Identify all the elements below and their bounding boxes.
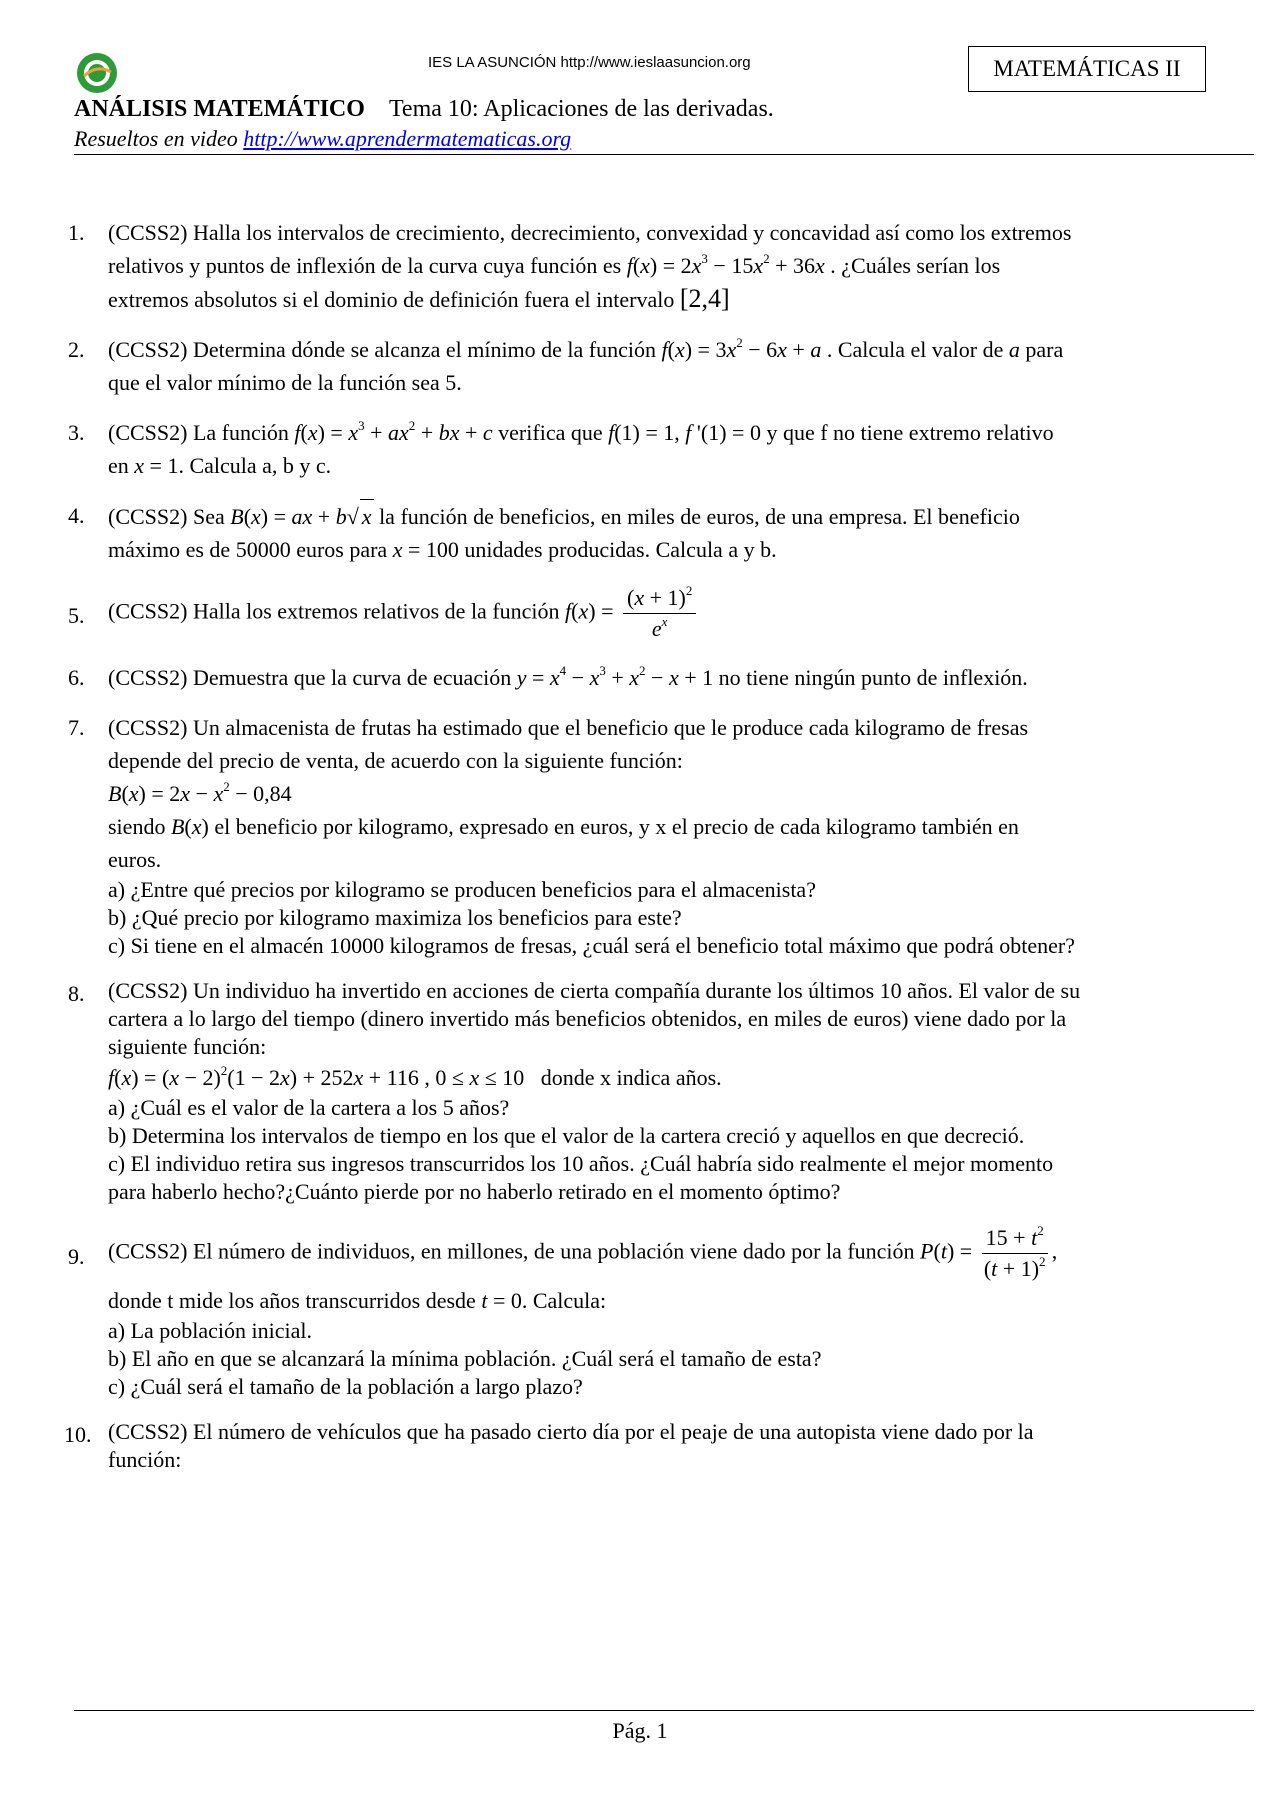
- school-name: IES LA ASUNCIÓN http://www.ieslaasuncion.org: [428, 54, 751, 71]
- problem-4: 4. (CCSS2) Sea B(x) = ax + b√ x la función de beneficios, en miles de euros, de una empresa. El beneficio máximo es de 50000 euros para x = 100 unidades producidas. Calcula a y b.: [68, 499, 1258, 566]
- formula: f: [108, 1065, 115, 1090]
- problem-text: máximo es de 50000 euros para: [108, 537, 388, 562]
- problem-text: (CCSS2) Sea: [108, 504, 225, 529]
- problem-text: verifica que: [498, 420, 603, 445]
- problem-8: 8. (CCSS2) Un individuo ha invertido en acciones de cierta compañía durante los últimos 10 años. El valor de su cartera a lo largo del tiempo (dinero invertido más beneficios obtenidos, en miles de euros) viene dado por la siguiente función: $f(x) = (x - 2)^2(1 - 2x) + 252x + 116$ , 0 ≤ x ≤ 10 donde x indica años. a) ¿Cuál es el valor de la cartera a los 5 años? b) Determina los intervalos de tiempo en los que el valor de la cartera creció y aquellos en que decreció. c) El individuo retira sus ingresos transcurridos los 10 años. ¿Cuál habría sido realmente el mejor momento para haberlo hecho?¿Cuánto pierde por no haberlo retirado en el momento óptimo?: [68, 977, 1258, 1206]
- fraction: $\frac{15 + t^2}{(t + 1)^2}$: [982, 1223, 1048, 1284]
- variable: a: [1008, 337, 1020, 362]
- problem-text: en: [108, 453, 129, 478]
- video-line: [74, 126, 571, 152]
- problem-number: 3.: [68, 420, 85, 445]
- problem-text: y que f no tiene extremo relativo: [766, 420, 1054, 445]
- problem-text: (CCSS2) La función: [108, 420, 289, 445]
- problem-text: unidades producidas. Calcula a y b.: [464, 537, 777, 562]
- problem-text: . ¿Cuáles serían los: [830, 253, 1001, 278]
- problem-number: 7.: [68, 715, 85, 740]
- subject-label: MATEMÁTICAS II: [968, 46, 1206, 92]
- question-c: c) ¿Cuál será el tamaño de la población a largo plazo?: [108, 1374, 583, 1399]
- question-a: a) La población inicial.: [108, 1318, 313, 1343]
- problem-number: 8.: [68, 981, 85, 1006]
- fraction: $\frac{(x + 1)^2}{e^x}$: [623, 583, 696, 644]
- problem-number: 9.: [68, 1244, 85, 1269]
- problem-text: extremos absolutos si el dominio de definición fuera el intervalo: [108, 287, 675, 312]
- problem-9: 9. (CCSS2) El número de individuos, en millones, de una población viene dado por la función P(t) = $\frac{15 + t^2}{(t + 1)^2}$ , donde t mide los años transcurridos desde t = 0. Calcula: a) La población inicial. b) El año en que se alcanzará la mínima población. ¿Cuál será el tamaño de esta? c) ¿Cuál será el tamaño de la población a largo plazo?: [68, 1223, 1258, 1401]
- question-c-cont: para haberlo hecho?¿Cuánto pierde por no haberlo retirado en el momento óptimo?: [108, 1179, 841, 1204]
- problem-text: (CCSS2) Demuestra que la curva de ecuación: [108, 665, 512, 690]
- formula: $B(x) = 2x - x^2 - 0,84$: [108, 779, 292, 806]
- problem-text: para: [1025, 337, 1064, 362]
- problem-text: (CCSS2) Halla los intervalos de crecimiento, decrecimiento, convexidad y concavidad así como los extremos: [108, 220, 1072, 245]
- page-title: [74, 96, 774, 123]
- problem-text: . Calcula a, b y c.: [178, 453, 332, 478]
- problem-text: siendo: [108, 814, 166, 839]
- topic-title: Tema 10: Aplicaciones de las derivadas.: [388, 96, 774, 122]
- problem-text: (CCSS2) Un almacenista de frutas ha estimado que el beneficio que le produce cada kilogramo de fresas: [108, 715, 1029, 740]
- problem-text: (CCSS2) Un individuo ha invertido en acciones de cierta compañía durante los últimos 10 años. El valor de su: [108, 978, 1081, 1003]
- page-number: Pág. 1: [612, 1718, 668, 1743]
- problem-list: [64, 216, 1258, 1491]
- video-label: Resueltos en video: [74, 126, 238, 151]
- problem-number: 5.: [68, 603, 85, 628]
- school-logo-icon: [74, 50, 120, 96]
- problem-6: 6. (CCSS2) Demuestra que la curva de ecuación $y = x^4 - x^3 + x^2 - x + 1$ no tiene ningún punto de inflexión.: [68, 661, 1258, 694]
- header-divider: [74, 154, 1254, 155]
- problem-text: (CCSS2) El número de individuos, en millones, de una población viene dado por la función: [108, 1238, 915, 1264]
- question-b: b) El año en que se alcanzará la mínima población. ¿Cuál será el tamaño de esta?: [108, 1346, 822, 1371]
- problem-text: que el valor mínimo de la función sea 5.: [108, 370, 462, 395]
- problem-text: función:: [108, 1447, 182, 1472]
- question-c: c) Si tiene en el almacén 10000 kilogramos de fresas, ¿cuál será el beneficio total máximo que podrá obtener?: [108, 933, 1076, 958]
- problem-number: 1.: [68, 220, 85, 245]
- problem-text: no tiene ningún punto de inflexión.: [718, 665, 1028, 690]
- problem-number: 6.: [68, 665, 85, 690]
- problem-text: (CCSS2) El número de vehículos que ha pasado cierto día por el peaje de una autopista viene dado por la: [108, 1419, 1034, 1444]
- question-c: c) El individuo retira sus ingresos transcurridos los 10 años. ¿Cuál habría sido realmente el mejor momento: [108, 1151, 1054, 1176]
- footer-divider: [74, 1710, 1254, 1711]
- problem-number: 4.: [68, 503, 85, 528]
- section-title: ANÁLISIS MATEMÁTICO: [74, 96, 365, 122]
- problem-text: el beneficio por kilogramo, expresado en euros, y x el precio de cada kilogramo también en: [214, 814, 1019, 839]
- problem-10: [64, 1418, 1258, 1474]
- problem-3: 3. (CCSS2) La función $f(x) = x^3 + ax^2$ + bx + c verifica que f(1) = 1, f '(1) = 0 y que f no tiene extremo relativo en x = 1. Calcula a, b y c.: [68, 418, 1054, 478]
- video-link[interactable]: http://www.aprendermatematicas.org: [243, 126, 572, 151]
- problem-text: cartera a lo largo del tiempo (dinero invertido más beneficios obtenidos, en miles de euros) viene dado por la: [108, 1006, 1067, 1031]
- problem-1: 1. (CCSS2) Halla los intervalos de crecimiento, decrecimiento, convexidad y concavidad así como los extremos relativos y puntos de inflexión de la curva cuya función es $f(x) = 2x^3 - 15x^2 + 36x$ . ¿Cuáles serían los extremos absolutos si el dominio de definición fuera el intervalo [2,4]: [68, 216, 1258, 316]
- problem-5: 5. (CCSS2) Halla los extremos relativos de la función f(x) = $\frac{(x + 1)^2}{e^x}$: [68, 583, 1258, 644]
- problem-text: (CCSS2) Halla los extremos relativos de la función: [108, 598, 560, 624]
- problem-text: (CCSS2) Determina dónde se alcanza el mínimo de la función: [108, 337, 657, 362]
- problem-text: la función de beneficios, en miles de euros, de una empresa. El beneficio: [379, 504, 1020, 529]
- problem-text: donde x indica años.: [540, 1065, 722, 1090]
- formula: f: [626, 253, 633, 278]
- question-b: b) ¿Qué precio por kilogramo maximiza los beneficios para este?: [108, 905, 682, 930]
- problem-number: 2.: [68, 337, 85, 362]
- question-a: a) ¿Entre qué precios por kilogramo se producen beneficios para el almacenista?: [108, 877, 816, 902]
- problem-text: siguiente función:: [108, 1034, 267, 1059]
- problem-text: relativos y puntos de inflexión de la curva cuya función es: [108, 253, 622, 278]
- problem-text: . Calcula el valor de: [826, 337, 1004, 362]
- question-a: a) ¿Cuál es el valor de la cartera a los 5 años?: [108, 1095, 510, 1120]
- problem-7: 7. (CCSS2) Un almacenista de frutas ha estimado que el beneficio que le produce cada kilogramo de fresas depende del precio de venta, de acuerdo con la siguiente función: $B(x) = 2x - x^2 - 0,84$ siendo B(x) el beneficio por kilogramo, expresado en euros, y x el precio de cada kilogramo también en euros. a) ¿Entre qué precios por kilogramo se producen beneficios para el almacenista? b) ¿Qué precio por kilogramo maximiza los beneficios para este? c) Si tiene en el almacén 10000 kilogramos de fresas, ¿cuál será el beneficio total máximo que podrá obtener?: [68, 711, 1258, 960]
- problem-text: . Calcula:: [521, 1288, 607, 1313]
- interval: [2,4]: [679, 284, 730, 313]
- problem-2: 2. (CCSS2) Determina dónde se alcanza el mínimo de la función $f(x) = 3x^2 - 6x + a$ . Calcula el valor de a para que el valor mínimo de la función sea 5.: [68, 333, 1258, 399]
- question-b: b) Determina los intervalos de tiempo en los que el valor de la cartera creció y aquellos en que decreció.: [108, 1123, 1025, 1148]
- formula: f: [661, 337, 668, 362]
- problem-text: euros.: [108, 847, 162, 872]
- problem-text: depende del precio de venta, de acuerdo con la siguiente función:: [108, 748, 683, 773]
- problem-number: 10.: [64, 1422, 92, 1447]
- problem-text: donde t mide los años transcurridos desde: [108, 1288, 476, 1313]
